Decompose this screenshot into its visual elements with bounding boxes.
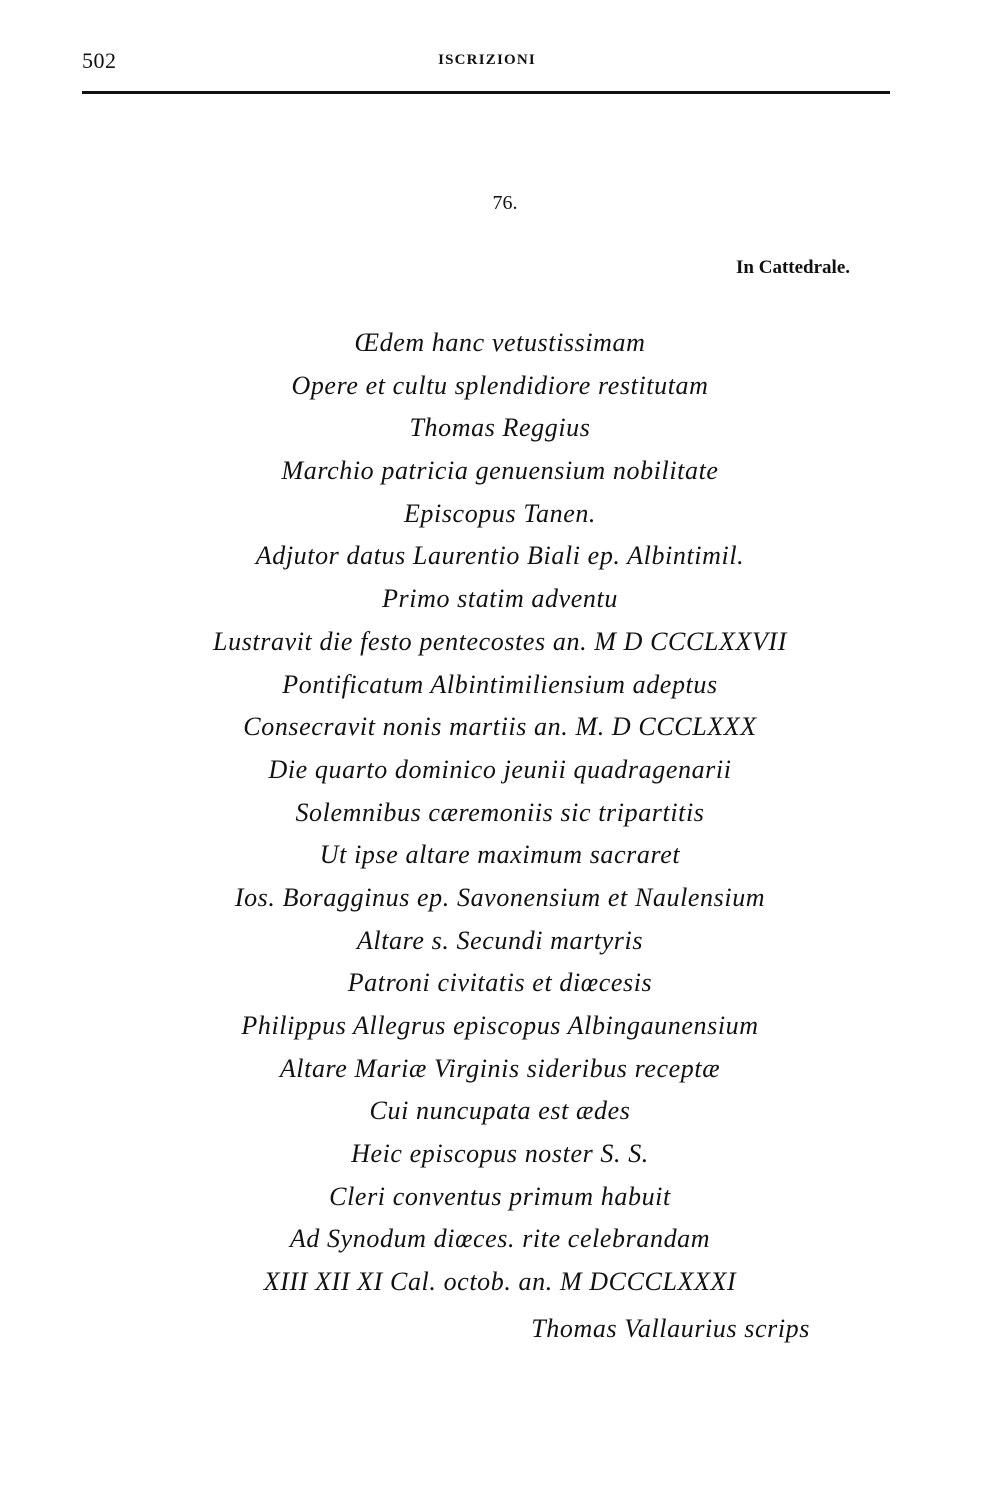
running-header — [82, 48, 892, 78]
inscription-line: Œdem hanc vetustissimam — [354, 328, 646, 357]
inscription-line: Altare Mariæ Virginis sideribus receptæ — [279, 1053, 721, 1083]
inscription-line: Cui nuncupata est ædes — [369, 1096, 631, 1126]
inscription-line: Ad Synodum diœces. rite celebrandam — [289, 1224, 711, 1254]
header-rule — [82, 91, 890, 94]
inscription-line: Heic episcopus noster S. S. — [351, 1139, 649, 1169]
inscription-line: Thomas Reggius — [409, 413, 591, 443]
inscription-line: Adjutor datus Laurentio Biali ep. Albintimil. — [255, 541, 745, 571]
inscription-location: In Cattedrale. — [736, 257, 850, 278]
inscription-line: Solemnibus cæremoniis sic tripartitis — [295, 797, 705, 827]
inscription-line: XIII XII XI Cal. octob. an. M DCCCLXXXI — [263, 1267, 737, 1297]
inscription-line: Episcopus Tanen. — [403, 498, 597, 528]
inscription-line: Consecravit nonis martiis an. M. D CCCLXXX — [243, 712, 757, 742]
inscription-line: Patroni civitatis et diœcesis — [347, 968, 653, 998]
inscription-line: Ut ipse altare maximum sacraret — [319, 840, 681, 870]
inscription-line: Marchio patricia genuensium nobilitate — [281, 456, 719, 486]
inscription-number: 76. — [492, 192, 518, 214]
inscription-line: Opere et cultu splendidiore restitutam — [291, 370, 709, 400]
inscription-line: Ios. Boragginus ep. Savonensium et Naulensium — [234, 882, 766, 912]
inscription-line: Primo statim adventu — [382, 584, 618, 614]
running-title: ISCRIZIONI — [438, 52, 536, 68]
inscription-signature: Thomas Vallaurius scrips — [531, 1314, 810, 1343]
inscription-text — [100, 322, 900, 1304]
inscription-line: Die quarto dominico jeunii quadragenarii — [268, 754, 732, 784]
page-number: 502 — [82, 48, 117, 73]
inscription-line: Pontificatum Albintimiliensium adeptus — [282, 669, 718, 699]
inscription-line: Lustravit die festo pentecostes an. M D CCCLXXVII — [213, 626, 787, 656]
inscription-line: Philippus Allegrus episcopus Albingaunensium — [241, 1011, 759, 1040]
inscription-line: Cleri conventus primum habuit — [329, 1181, 671, 1211]
inscription-line: Altare s. Secundi martyris — [356, 925, 644, 955]
